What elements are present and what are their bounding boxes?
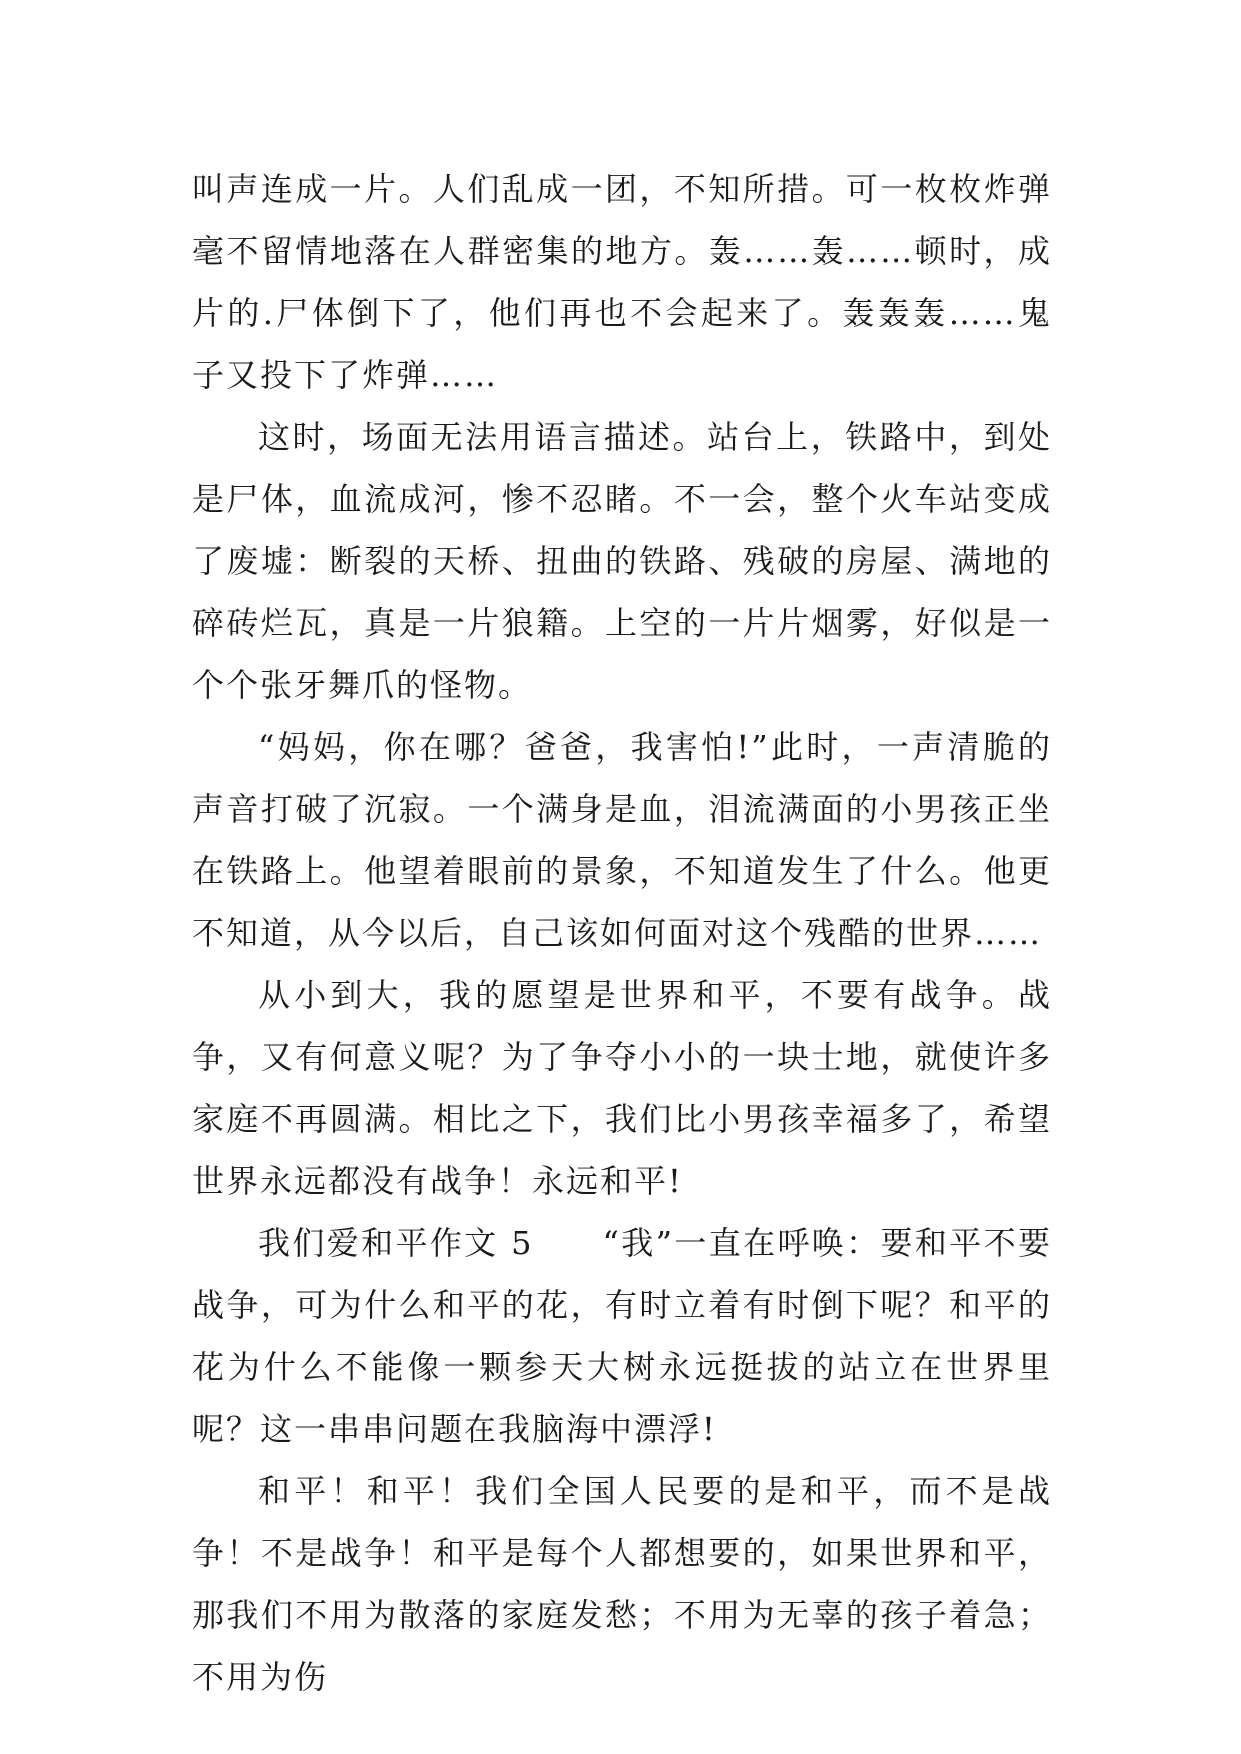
paragraph-3: “妈妈，你在哪？爸爸，我害怕!”此时，一声清脆的声音打破了沉寂。一个满身是血，泪流满面的小男孩正坐在铁路上。他望着眼前的景象，不知道发生了什么。他更不知道，从今以后，自己该如何面对这个残酷的世界…… <box>192 728 1052 952</box>
paragraph-1: 叫声连成一片。人们乱成一团，不知所措。可一枚枚炸弹毫不留情地落在人群密集的地方。轰……轰……顿时，成片的.尸体倒下了，他们再也不会起来了。轰轰轰……鬼子又投下了炸弹…… <box>192 170 1052 394</box>
paragraph-4: 从小到大，我的愿望是世界和平，不要有战争。战争，又有何意义呢？为了争夺小小的一块士地，就使许多家庭不再圆满。相比之下，我们比小男孩幸福多了，希望世界永远都没有战争！永远和平! <box>192 976 1052 1200</box>
paragraph-6: 和平！和平！我们全国人民要的是和平，而不是战争！不是战争！和平是每个人都想要的，如果世界和平，那我们不用为散落的家庭发愁；不用为无辜的孩子着急；不用为伤 <box>192 1472 1052 1696</box>
paragraph-5: 我们爱和平作文 5 “我”一直在呼唤：要和平不要战争，可为什么和平的花，有时立着有时倒下呢？和平的花为什么不能像一颗参天大树永远挺拔的站立在世界里呢？这一串串问题在我脑海中漂浮! <box>192 1224 1052 1448</box>
document-body <box>192 158 1052 1708</box>
paragraph-2: 这时，场面无法用语言描述。站台上，铁路中，到处是尸体，血流成河，惨不忍睹。不一会，整个火车站变成了废墟：断裂的天桥、扭曲的铁路、残破的房屋、满地的碎砖烂瓦，真是一片狼籍。上空的一片片烟雾，好似是一个个张牙舞爪的怪物。 <box>192 418 1052 704</box>
